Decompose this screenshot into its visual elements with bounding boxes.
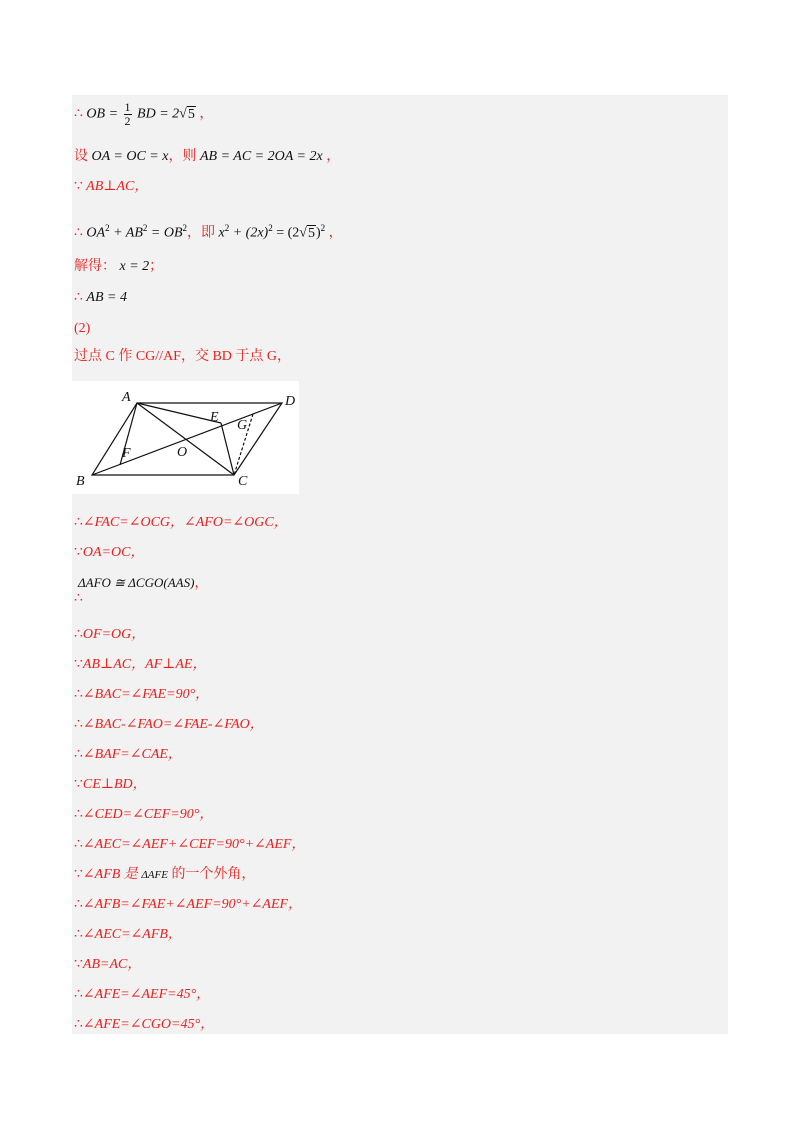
triangle-afe: ΔAFE — [141, 869, 168, 881]
result-eq: AB = 4 — [86, 290, 127, 305]
therefore-symbol: ∴ — [74, 987, 83, 1002]
label-d: D — [285, 394, 296, 409]
congruence-expr: ΔAFO ≅ ΔCGO(AAS) — [78, 575, 195, 590]
label-a: A — [122, 390, 131, 405]
proof-text: AB⊥AC，AF⊥AE， — [82, 657, 207, 672]
proof-text: ∠BAC=∠FAE=90°， — [82, 687, 210, 702]
exp: 2 — [224, 223, 230, 233]
geometry-diagram — [72, 381, 299, 494]
frac-num: 1 — [124, 100, 131, 114]
proof-text: CE⊥BD， — [82, 777, 147, 792]
label-c: C — [238, 474, 248, 489]
therefore-symbol: ∴ — [74, 747, 83, 762]
therefore-symbol: ∴ — [74, 897, 83, 912]
let-word: 设 — [74, 149, 88, 164]
perp-text: AB⊥AC， — [86, 179, 149, 194]
let-eq1: OA = OC = x — [91, 149, 169, 164]
pyth-ob: = OB — [147, 225, 183, 241]
proof-text: AB=AC， — [82, 957, 142, 972]
pythagoras-line: ∴ $OA^2 + AB^2 = OB^2$，即 $x^2 + (2x)^2 = (2√5)^2$ ， — [74, 223, 343, 241]
proof-text: ∠AFB=∠FAE+∠AEF=90°+∠AEF， — [82, 897, 303, 912]
construction-step: 过点 C 作 CG//AF，交 BD 于点 G， — [74, 349, 292, 364]
therefore-symbol: ∴ — [74, 627, 83, 642]
solve-eq: x = 2 — [119, 259, 150, 274]
equation-ob: ∴ OB = $\frac{1}{2}$ BD = 2√5 ， — [74, 100, 214, 128]
proof-line-1 — [74, 514, 288, 532]
exp: 2 — [105, 223, 110, 233]
part-2-label: (2) — [74, 321, 91, 336]
therefore-symbol: ∴ — [74, 837, 83, 852]
exp: 2 — [182, 223, 188, 233]
proof-line-3 — [74, 575, 208, 606]
exp: 2 — [268, 223, 273, 233]
therefore-symbol: ∴ — [74, 106, 83, 122]
proof-text: ∠AFE=∠AEF=45°， — [82, 987, 211, 1002]
eq-x: x — [218, 225, 225, 241]
proof-line-4 — [74, 626, 145, 644]
proof-line-16 — [74, 986, 210, 1004]
exp: 2 — [320, 223, 326, 233]
therefore-symbol: ∴ — [74, 591, 83, 606]
proof-text: ∠AFB 是 — [82, 867, 138, 882]
proof-line-13 — [74, 896, 302, 914]
label-f: F — [122, 446, 131, 461]
label-o: O — [177, 445, 188, 460]
label-e: E — [210, 410, 219, 425]
fraction-half — [124, 101, 132, 128]
result-ab — [74, 289, 127, 307]
eq-close: ) — [315, 225, 321, 241]
proof-text: ∠BAC-∠FAO=∠FAE-∠FAO， — [82, 717, 264, 732]
punct: ， — [326, 149, 341, 164]
solve-label: 解得： — [74, 259, 116, 274]
proof-line-15 — [74, 956, 141, 974]
therefore-symbol: ∴ — [74, 717, 83, 732]
therefore-symbol: ∴ — [74, 290, 83, 305]
proof-line-6 — [74, 686, 209, 704]
because-symbol: ∵ — [74, 657, 83, 672]
proof-line-17 — [74, 1016, 214, 1034]
because-symbol: ∵ — [74, 777, 83, 792]
proof-line-2 — [74, 544, 144, 562]
therefore-symbol: ∴ — [74, 225, 83, 241]
radicand: 5 — [187, 106, 195, 122]
radicand: 5 — [307, 225, 315, 241]
because-symbol: ∵ — [74, 545, 83, 560]
solve-line — [74, 258, 163, 276]
eq-ob-lhs: OB = — [86, 106, 119, 122]
because-symbol: ∵ — [74, 957, 83, 972]
let-statement — [74, 148, 340, 166]
eq-2x: + (2x) — [229, 225, 269, 241]
proof-text: OA=OC， — [82, 545, 145, 560]
proof-text: ∠BAF=∠CAE， — [82, 747, 182, 762]
proof-line-14 — [74, 926, 182, 944]
perpendicular-given — [74, 178, 148, 196]
proof-line-8 — [74, 746, 182, 764]
eq-rhs: = (2 — [272, 225, 300, 241]
exp: 2 — [142, 223, 148, 233]
because-symbol: ∵ — [74, 179, 83, 194]
proof-line-7 — [74, 716, 264, 734]
parallelogram-figure — [72, 381, 299, 494]
proof-text: ∠AFE=∠CGO=45°， — [82, 1017, 215, 1032]
proof-text: ∠FAC=∠OCG，∠AFO=∠OGC， — [82, 515, 288, 530]
label-b: B — [76, 474, 85, 489]
label-g: G — [237, 418, 248, 433]
proof-line-5 — [74, 656, 206, 674]
let-conj: ，则 — [168, 149, 197, 164]
proof-text: ∠AEC=∠AFB， — [82, 927, 182, 942]
proof-text: 的一个外角， — [171, 867, 256, 882]
proof-text: OF=OG， — [82, 627, 146, 642]
eq-ob-mid: BD = 2 — [137, 106, 180, 122]
punct: ， — [199, 106, 214, 122]
proof-line-11 — [74, 836, 305, 854]
punct: ； — [149, 259, 164, 274]
therefore-symbol: ∴ — [74, 515, 83, 530]
pyth-ab: + AB — [109, 225, 143, 241]
because-symbol: ∵ — [74, 867, 83, 882]
punct: ， — [194, 576, 209, 591]
proof-line-12 — [74, 866, 255, 884]
proof-text: ∠CED=∠CEF=90°， — [82, 807, 214, 822]
ji-word: ，即 — [187, 225, 216, 241]
proof-line-10 — [74, 806, 213, 824]
therefore-symbol: ∴ — [74, 1017, 83, 1032]
let-eq2: AB = AC = 2OA = 2x — [199, 149, 323, 164]
proof-line-9 — [74, 776, 147, 794]
therefore-symbol: ∴ — [74, 687, 83, 702]
pyth-oa: OA — [86, 225, 106, 241]
frac-den: 2 — [124, 114, 131, 128]
punct: ， — [328, 225, 343, 241]
therefore-symbol: ∴ — [74, 807, 83, 822]
proof-text: ∠AEC=∠AEF+∠CEF=90°+∠AEF， — [82, 837, 306, 852]
therefore-symbol: ∴ — [74, 927, 83, 942]
